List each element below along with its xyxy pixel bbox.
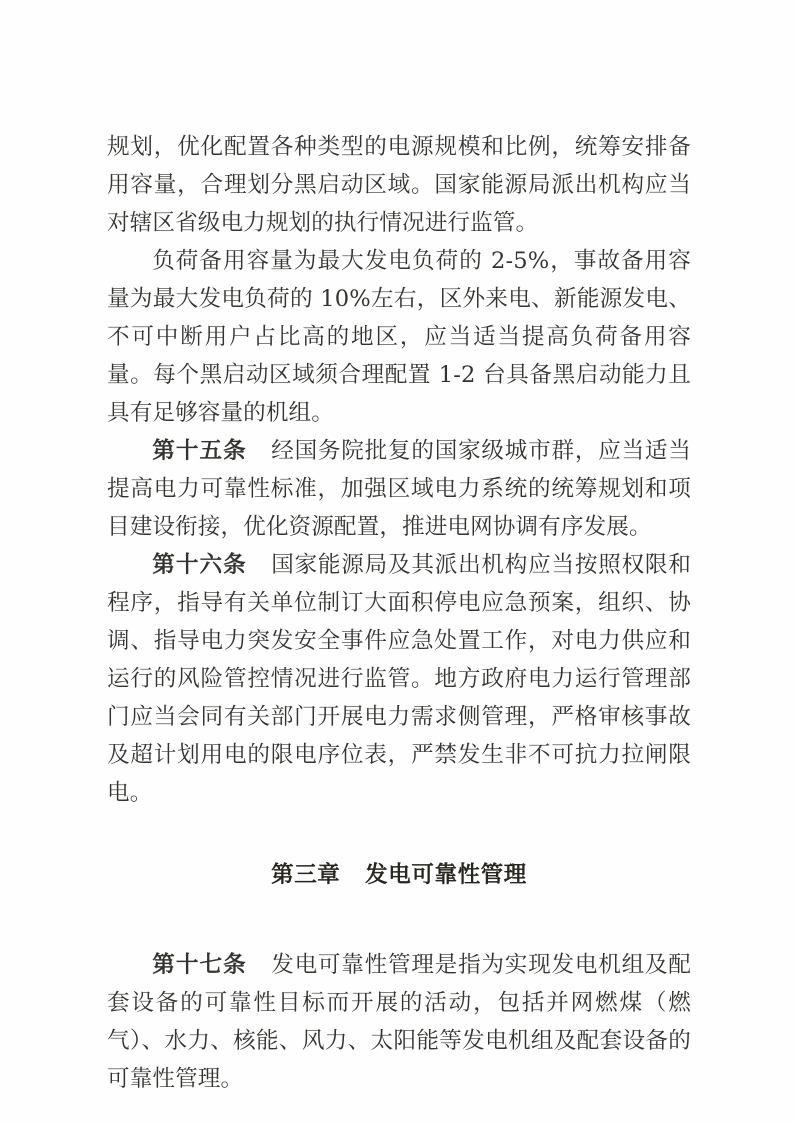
- paragraph-article-15: [107, 432, 691, 546]
- paragraph-text: 经国务院批复的国家级城市群，应当适当提高电力可靠性标准，加强区域电力系统的统筹规划和项目建设衔接，优化资源配置，推进电网协调有序发展。: [107, 438, 691, 540]
- chapter-title: 发电可靠性管理: [365, 862, 527, 888]
- paragraph-text: 规划，优化配置各种类型的电源规模和比例，统筹安排备用容量，合理划分黑启动区域。国家能源局派出机构应当对辖区省级电力规划的执行情况进行监管。: [107, 134, 691, 236]
- paragraph-text: 负荷备用容量为最大发电负荷的 2-5%，事故备用容量为最大发电负荷的 10%左右，区外来电、新能源发电、不可中断用户占比高的地区，应当适当提高负荷备用容量。每个黑启动区域须合理配置 1-2 台具备黑启动能力且具有足够容量的机组。: [107, 248, 691, 426]
- article-label-15: 第十五条: [152, 438, 247, 464]
- heading-top-spacer: [107, 812, 691, 856]
- paragraph-article-17: [107, 946, 691, 1098]
- paragraph-article-16: [107, 546, 691, 812]
- article-label-16: 第十六条: [152, 552, 247, 578]
- chapter-heading: [107, 856, 691, 894]
- paragraph-text: 国家能源局及其派出机构应当按照权限和程序，指导有关单位制订大面积停电应急预案，组织、协调、指导电力突发安全事件应急处置工作，对电力供应和运行的风险管控情况进行监管。地方政府电力运行管理部门应当会同有关部门开展电力需求侧管理，严格审核事故及超计划用电的限电序位表，严禁发生非不可抗力拉闸限电。: [107, 552, 691, 806]
- paragraph-text: 发电可靠性管理是指为实现发电机组及配套设备的可靠性目标而开展的活动，包括并网燃煤（燃气）、水力、核能、风力、太阳能等发电机组及配套设备的可靠性管理。: [107, 952, 691, 1092]
- paragraph-reserve-capacity: [107, 242, 691, 432]
- chapter-number: 第三章: [271, 862, 341, 888]
- document-text-column: [107, 128, 691, 1098]
- heading-bottom-spacer: [107, 894, 691, 946]
- paragraph-continuation: [107, 128, 691, 242]
- article-label-17: 第十七条: [152, 952, 247, 978]
